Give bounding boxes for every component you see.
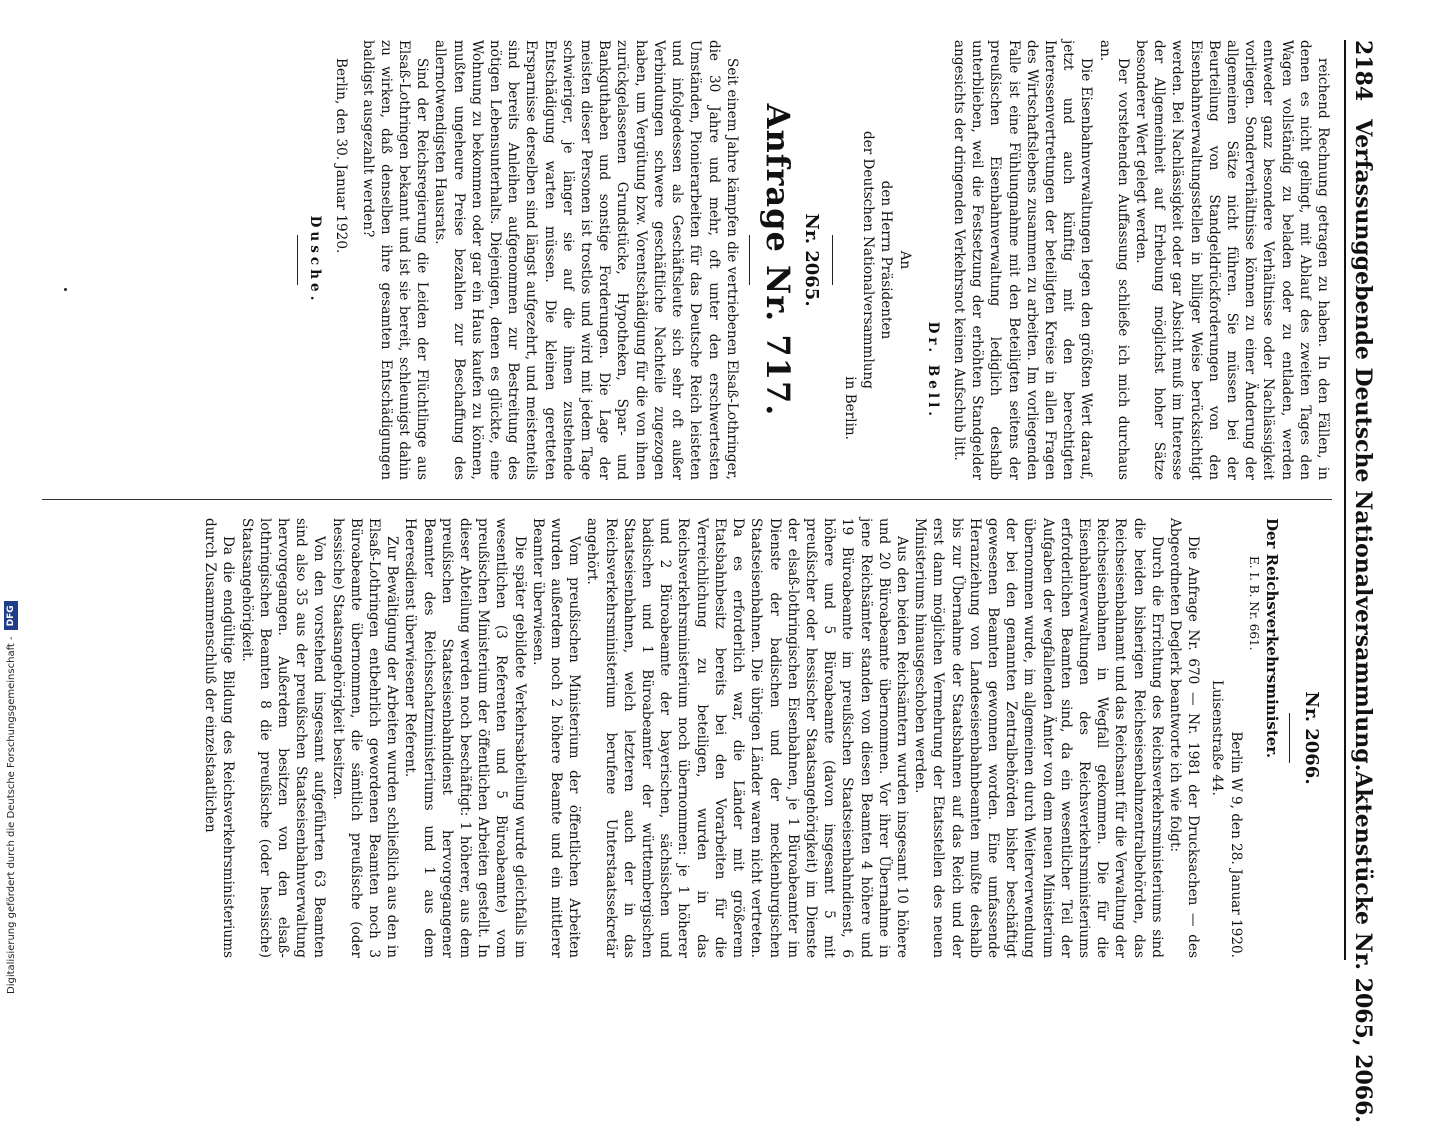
- paragraph: Zur Bewältigung der Arbeiten wurden schließlich aus den in Elsaß-Lothringen entbehrlich gewordenen Beamten noch 3 Büroabeamte übernommen, die sämtlich preußische (oder hessische) Staatsangehörigkeit besitzen.: [329, 518, 401, 958]
- place-date: Berlin W 9, den 28. Januar 1920.: [1227, 731, 1244, 958]
- divider-rule: [832, 235, 833, 285]
- digitization-credit: [4, 601, 18, 994]
- date-line: Berlin, den 30. Januar 1920.: [333, 58, 350, 254]
- reference: E. I. B. Nr. 661.: [1246, 556, 1261, 651]
- paragraph: Der vorstehenden Auffassung schließe ich mich durchaus an.: [1096, 40, 1131, 480]
- paragraph: Da die endgültige Bildung des Reichsverkehrsministeriums durch Zusammenschluß der einzelstaatlichen: [202, 518, 237, 958]
- paragraph: Von den vorstehend insgesamt aufgeführten 63 Beamten sind also 35 aus der preußischen Staatseisenbahnverwaltung hervorgegangen. Außerdem besitzen von den elsaß-lothringischen Beamten 8 die preußische (oder hessische) Staatsangehörigkeit.: [238, 518, 328, 958]
- addressee-line: der Deutschen Nationalversammlung: [860, 130, 877, 390]
- divider-rule: [1289, 713, 1290, 763]
- sender: Der Reichsverkehrsminister.: [1263, 518, 1281, 759]
- paragraph: Sind der Reichsregierung die Leiden der Flüchtlinge aus Elsaß-Lothringen bekannt und ist sie bereit, schleunigst dahin zu wirken, daß denselben ihre gesamten Entschädigungen baldigst ausgezahlt werden?: [359, 40, 431, 480]
- dfg-logo: DFG: [4, 601, 18, 630]
- credit-text: Digitalisierung gefördert durch die Deutsche Forschungsgemeinschaft -: [5, 636, 17, 994]
- paragraph: Die Eisenbahnverwaltungen legen den größten Wert darauf, jetzt und auch künftig mit den berechtigten Interessenvertretungen der beteiligten Kreise in allen Fragen des Wirtschaftslebens zusammen zu arbeiten. Im vorliegenden Falle ist eine Fühlungnahme mit den Beteiligten seitens der preußischen Eisenbahnverwaltung lediglich deshalb unterblieben, weil die Festsetzung der erhöhten Standgelder angesichts der dringenden Verkehrsnot keinen Aufschub litt.: [950, 40, 1095, 480]
- paragraph: Vom preußischen Ministerium der öffentlichen Arbeiten wurden außerdem noch 2 höhere Beamte und ein mittlerer Beamter überwiesen.: [529, 518, 583, 958]
- document-number: Nr. 2066.: [1301, 691, 1322, 785]
- page-number: 2184: [1350, 40, 1376, 102]
- paragraph: Durch die Errichtung des Reichsverkehrsministeriums sind die beiden bisherigen Reichseisenbahnzentralbehörden, das Reichseisenbahnamt und das Reichsamt für die Verwaltung der Reichseisenbahnen in Wegfall gekommen. Die für die Eisenbahnverwaltungen des Reichsverkehrsministeriums erforderlichen Beamten sind, da ein wesentlicher Teil der Aufgaben der wegfallenden Ämter von dem neuen Ministerium übernommen wurde, im allgemeinen durch Weiterverwendung der bei den genannten Zentralbehörden bisher beschäftigt gewesenen Beamten gewonnen worden. Eine umfassende Heranziehung von Landeseisenbahnbeamten mußte deshalb bis zur Übernahme der Staatsbahnen auf das Reich und der erst dann möglichen Vermehrung der Etatsstellen des neuen Ministeriums hinausgeschoben werden.: [912, 518, 1165, 958]
- addressee-line: in Berlin.: [841, 376, 858, 440]
- column-divider: [42, 499, 1332, 500]
- document-number: Nr. 2065.: [800, 213, 822, 307]
- rotated-page-content: [28, 40, 1378, 1123]
- divider-rule: [297, 235, 298, 285]
- paragraph: reichend Rechnung getragen zu haben. In den Fällen, in denen es nicht gelingt, mit Ablauf des zweiten Tages den Wagen vollständig zu beladen oder zu entladen, werden entweder ganz besondere Verhältnisse oder Nachlässigkeit vorliegen. Sonderverhältnisse können zu einer Änderung der allgemeinen Sätze nicht führen. Sie müssen bei der Beurteilung von Standgeldrückforderungen von den Eisenbahnverwaltungsstellen in billiger Weise berücksichtigt werden. Bei Nachlässigkeit oder gar Absicht muß im Interesse der Allgemeinheit auf Erhebung möglichst hoher Sätze besonderer Wert gelegt werden.: [1132, 40, 1331, 480]
- paragraph: Seit einem Jahre kämpfen die vertriebenen Elsaß-Lothringer, die 30 Jahre und mehr, oft unter den erschwertesten Umständen, Pionierarbeiten für das Deutsche Reich leisteten und infolgedessen als Geschäftsleute sich sehr oft außer Verbindungen schwere geschäftliche Nachteile zugezogen haben, um Vergütung bzw. Vorentschädigung für die von ihnen zurückgelassenen Grundstücke, Hypotheken, Spar- und Bankguthaben und sonstige Forderungen. Die Lage der meisten dieser Personen ist trostlos und wird mit jedem Tage schwieriger, je länger sie auf die ihnen zustehende Entschädigung warten müssen. Die kleinen geretteten Ersparnisse derselben sind längst aufgezehrt, und meistenteils sind bereits Anleihen aufgenommen zur Bestreitung des nötigen Lebensunterhalts. Diejenigen, denen es glückte, eine Wohnung zu bekommen oder gar ein Haus kaufen zu können, mußten ungeheure Preise bezahlen zur Beschaffung des allernotwendigsten Hausrats.: [432, 40, 740, 480]
- right-column: [42, 518, 1332, 958]
- header-left-title: Verfassunggebende Deutsche Nationalversammlung.: [1350, 119, 1376, 772]
- signature: Dusche.: [307, 215, 324, 305]
- street: Luisenstraße 44.: [1209, 679, 1226, 796]
- intro-paragraph: Die Anfrage Nr. 670 — Nr. 1981 der Drucksachen — des Abgeordneten Deglerk beantworte ich wie folgt:: [1166, 518, 1202, 958]
- anfrage-title: Anfrage Nr. 717.: [758, 103, 797, 417]
- paragraph: Aus den beiden Reichsämtern wurden insgesamt 10 höhere und 20 Büroabeamte übernommen. Vor ihrer Übernahme in jene Reichsämter standen von diesen Beamten 4 höhere und 19 Büroabeamte im preußischen Staatseisenbahndienst, 6 höhere und 5 Büroabeamte (davon insgesamt 5 mit preußischer oder hessischer Staatsangehörigkeit) im Dienste der elsaß-lothringischen Eisenbahnen, je 1 Büroabeamter im Dienste der badischen und der mecklenburgischen Staatseisenbahnen. Die übrigen Länder waren nicht vertreten. Da es erforderlich war, die Länder mit größerem Etatsbahnbesitz bereits bei den Vorarbeiten für die Verreichlichung zu beteiligen, wurden in das Reichsverkehrsministerium noch übernommen: je 1 höherer und 2 Büroabeamte der bayerischen, sächsischen und badischen und 1 Büroabeamter der württembergischen Staatseisenbahnen, welch letzteren auch der in das Reichsverkehrsministerium berufene Unterstaatssekretär angehört.: [584, 518, 910, 958]
- addressee-line: An: [896, 250, 913, 270]
- addressee-line: den Herrn Präsidenten: [878, 180, 895, 340]
- left-column: [42, 40, 1332, 480]
- running-header: [1344, 40, 1378, 1123]
- divider-rule: [749, 235, 750, 285]
- header-right-title: Aktenstücke Nr. 2065, 2066.: [1350, 771, 1376, 1123]
- signature: Dr. Bell.: [924, 321, 941, 420]
- paragraph: Die später gebildete Verkehrsabteilung wurde gleichfalls im wesentlichen (3 Referenten und 5 Büroabeamte) vom preußischen Ministerium der öffentlichen Arbeiten gestellt. In dieser Abteilung werden noch beschäftigt: 1 höherer, aus dem preußischen Staatseisenbahndienst hervorgegangener Beamter des Reichsschatzministeriums und 1 aus dem Heeresdienst überwiesener Referent.: [402, 518, 528, 958]
